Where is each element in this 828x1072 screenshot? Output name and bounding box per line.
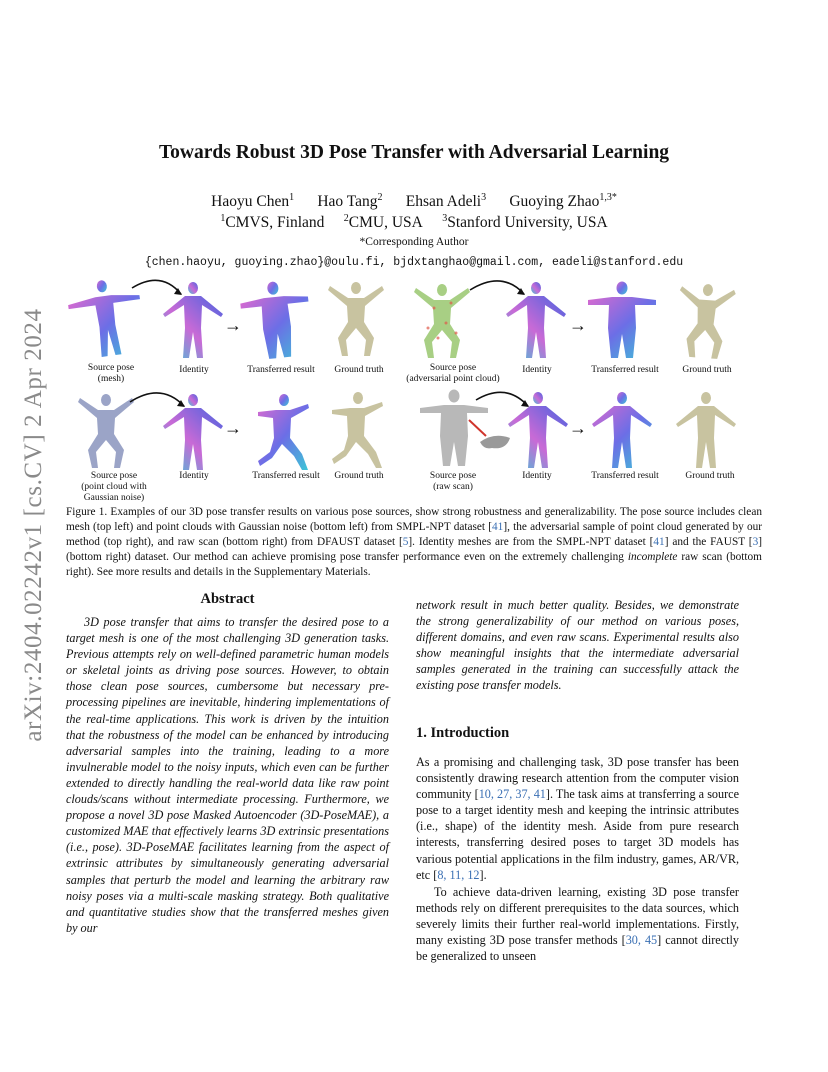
right-arrow: → xyxy=(569,315,587,335)
tl-transferred-mesh xyxy=(238,278,314,361)
label-line: (adversarial point cloud) xyxy=(406,374,500,384)
label-line: Source pose xyxy=(429,363,477,373)
author-name: Haoyu Chen xyxy=(211,193,290,211)
intro-text: ]. The task aims at transferring a source pose to a target identity mesh and keeping the intrinsic attributes (i.e., shape) of the identity mesh. Aside from pure research interests, transferring desired poses to target 3D models has various potential applications in the film industry, games, AR/VR, etc [ xyxy=(416,787,739,882)
citation-link[interactable]: 10, 27, 37, 41 xyxy=(478,787,546,802)
label-ground-truth: Ground truth xyxy=(682,365,732,375)
caption-text: ]. Identity meshes are from the SMPL-NPT dataset [ xyxy=(408,536,654,548)
tl-source-mesh xyxy=(66,278,147,361)
intro-text: As a promising and challenging task, 3D pose transfer has been consistently drawing research attention from the computer vision community [ xyxy=(416,755,739,802)
paper-title: Towards Robust 3D Pose Transfer with Adversarial Learning xyxy=(158,142,670,163)
tl-identity-mesh xyxy=(163,282,223,358)
label-ground-truth: Ground truth xyxy=(685,471,735,481)
affil-name: Stanford University, USA xyxy=(447,214,608,232)
transfer-arrow xyxy=(132,280,181,294)
author-sup: 2 xyxy=(377,192,383,203)
figure-caption xyxy=(66,505,762,580)
author-sup: 1,3* xyxy=(599,192,617,203)
caption-text: ] and the FAUST [ xyxy=(664,536,753,548)
label-line: Gaussian noise) xyxy=(83,493,145,503)
intro-text: To achieve data-driven learning, existing 3D pose transfer methods rely on different prerequisites to the data sources, which severely limits their further real-world implementations. Firstly, many existing 3D pose transfer methods [ xyxy=(416,884,739,948)
author-name: Guoying Zhao xyxy=(509,193,600,211)
br-ground-truth xyxy=(676,392,736,468)
label-identity: Identity xyxy=(522,471,552,481)
affil-name: CMU, USA xyxy=(348,214,423,232)
author-sup: 3 xyxy=(481,192,487,203)
label-ground-truth: Ground truth xyxy=(334,471,384,481)
bl-identity-mesh xyxy=(163,394,223,470)
right-arrow: → xyxy=(224,418,242,438)
label-identity: Identity xyxy=(179,365,209,375)
transfer-arrow xyxy=(130,393,184,406)
author-emails: {chen.haoyu, guoying.zhao}@oulu.fi, bjdxtanghao@gmail.com, eadeli@stanford.edu xyxy=(144,256,684,269)
label-transferred: Transferred result xyxy=(591,471,659,481)
label-ground-truth: Ground truth xyxy=(334,365,384,375)
intro-text: ] cannot directly be generalized to unseen xyxy=(416,933,739,964)
label-identity: Identity xyxy=(522,365,552,375)
label-transferred: Transferred result xyxy=(247,365,315,375)
author-name: Hao Tang xyxy=(317,193,378,211)
affil-sup: 2 xyxy=(343,213,349,224)
raw-scan-fragment xyxy=(480,436,510,449)
citation-link[interactable]: 5 xyxy=(402,536,409,548)
bl-transferred-mesh xyxy=(258,394,309,470)
tr-transferred-mesh xyxy=(588,282,656,359)
label-line: (raw scan) xyxy=(433,482,473,492)
right-arrow: → xyxy=(224,315,242,335)
caption-text: raw scan (bottom right). See more results and details in the Supplementary Materials. xyxy=(66,551,762,578)
author-name: Ehsan Adeli xyxy=(405,193,482,211)
tr-ground-truth xyxy=(675,282,736,360)
intro-paragraph-2 xyxy=(416,884,739,964)
label-transferred: Transferred result xyxy=(252,471,320,481)
author-sup: 1 xyxy=(289,192,295,203)
abstract-continued: network result in much better quality. Besides, we demonstrate the strong generalizability of our method on various poses, different domains, and even raw scans. Experimental results also show meaningful insights that the intermediate adversarial samples generated in the training can successfully attack the existing pose transfer models. xyxy=(416,598,739,693)
bl-ground-truth xyxy=(332,392,383,468)
label-tl-source xyxy=(76,363,146,385)
citation-link[interactable]: 3 xyxy=(752,536,759,548)
section-heading-introduction: 1. Introduction xyxy=(416,725,510,741)
tl-ground-truth xyxy=(328,282,384,356)
transfer-arrow xyxy=(470,281,524,294)
bl-noisy-point-cloud xyxy=(78,394,134,468)
caption-emphasis: incomplete xyxy=(627,551,678,563)
abstract-heading: Abstract xyxy=(200,591,255,607)
label-line: Source pose xyxy=(90,471,138,481)
transfer-arrow xyxy=(476,392,528,406)
tr-point-cloud xyxy=(414,284,470,358)
affil-sup: 3 xyxy=(442,213,448,224)
tr-identity-mesh xyxy=(506,282,566,358)
label-br-source xyxy=(418,471,488,493)
abstract-body: 3D pose transfer that aims to transfer the desired pose to a target mesh is one of the most challenging 3D generation tasks. Previous attempts rely on well-defined parametric human models or skeletal joints as driving pose sources. However, to obtain those clean pose sources, cumbersome but necessary pre-processing pipelines are inevitable, hindering implementations of the real-time applications. This work is driven by the intuition that the robustness of the model can be enhanced by introducing adversarial samples into the training, leading to a more invulnerable model to the noisy inputs, which even can be further extended to directly handling the real-world data like raw point clouds/scans without intermediate processing. Furthermore, we propose a novel 3D pose Masked Autoencoder (3D-PoseMAE), a customized MAE that effectively learns 3D extrinsic presentations (i.e., pose). 3D-PoseMAE facilitates learning from the aspect of extrinsic attributes by simultaneously generating adversarial samples that perturb the model and learning the arbitrary raw noisy poses via a multi-scale masking strategy. Both qualitative and quantitative studies show that the transferred meshes given by our xyxy=(66,615,389,935)
label-tr-source xyxy=(398,363,508,385)
introduction-body xyxy=(416,754,739,964)
br-identity-mesh xyxy=(508,392,568,468)
author-list xyxy=(0,192,828,211)
citation-link[interactable]: 8, 11, 12 xyxy=(437,867,480,882)
label-line: Source pose xyxy=(87,363,135,373)
caption-text: Figure 1. Examples of our 3D pose transfer results on various pose sources, show strong robustness and generalizability. The pose source includes clean mesh (top left) and point clouds with Gaussian noise (bottom left) from SMPL-NPT dataset [ xyxy=(66,506,762,533)
label-bl-source xyxy=(72,471,156,504)
scan-pointer-arrow xyxy=(469,420,486,436)
citation-link[interactable]: 41 xyxy=(653,536,665,548)
corresponding-author: *Corresponding Author xyxy=(359,236,469,248)
citation-link[interactable]: 30, 45 xyxy=(625,933,658,948)
caption-text: ], the adversarial sample of point cloud generated by our method (top right), and raw scan (bottom right) from DFAUST dataset [ xyxy=(66,521,762,548)
right-arrow: → xyxy=(569,418,587,438)
intro-text: ]. xyxy=(479,867,487,882)
label-line: (point cloud with xyxy=(81,482,147,492)
affiliations xyxy=(0,213,828,232)
arxiv-sidebar: arXiv:2404.02242v1 [cs.CV] 2 Apr 2024 xyxy=(20,308,47,742)
caption-text: ] (bottom right) dataset. Our method can achieve promising pose transfer performance even on the extremely challenging xyxy=(66,536,762,563)
br-transferred-mesh xyxy=(592,392,652,468)
label-identity: Identity xyxy=(179,471,209,481)
citation-link[interactable]: 41 xyxy=(492,521,504,533)
label-line: (mesh) xyxy=(97,374,125,384)
affil-sup: 1 xyxy=(220,213,226,224)
affil-name: CMVS, Finland xyxy=(225,214,325,232)
label-line: Source pose xyxy=(429,471,477,481)
label-transferred: Transferred result xyxy=(591,365,659,375)
